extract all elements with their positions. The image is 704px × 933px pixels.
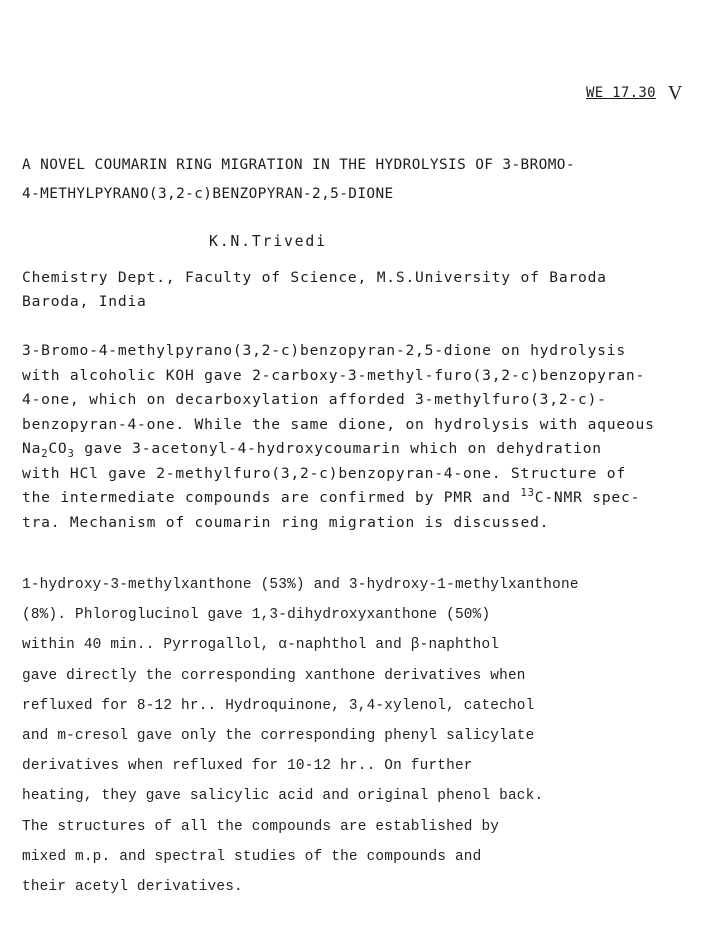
continuation-line: their acetyl derivatives.: [22, 879, 243, 896]
abstract-line: benzopyran-4-one. While the same dione, on hydrolysis with aqueous: [22, 415, 655, 433]
abstract-line: 4-one, which on decarboxylation afforded 3-methylfuro(3,2-c)-: [22, 391, 607, 408]
continuation-line: derivatives when refluxed for 10-12 hr.. On further: [22, 758, 473, 775]
abstract-line: tra. Mechanism of coumarin ring migration is discussed.: [22, 513, 550, 531]
continuation-line: 1-hydroxy-3-methylxanthone (53%) and 3-hydroxy-1-methylxanthone: [22, 577, 579, 593]
continuation-text: [22, 570, 662, 902]
formula-subscript: 2: [41, 447, 49, 460]
title-line: 4-METHYLPYRANO(3,2-c)BENZOPYRAN-2,5-DIONE: [22, 186, 394, 202]
formula-na: Na: [22, 440, 42, 457]
author-name: K.N.Trivedi: [209, 233, 327, 250]
continuation-line: gave directly the corresponding xanthone derivatives when: [22, 667, 526, 684]
abstract-line: [22, 437, 687, 462]
continuation-line: The structures of all the compounds are established by: [22, 818, 500, 835]
continuation-line: refluxed for 8-12 hr.. Hydroquinone, 3,4-xylenol, catechol: [22, 697, 535, 714]
session-number: WE 17.30: [586, 85, 656, 101]
affiliation-line: Baroda, India: [22, 293, 147, 310]
formula-subscript: 3: [67, 447, 75, 460]
continuation-line: and m-cresol gave only the corresponding phenyl salicylate: [22, 728, 535, 745]
formula-co: CO: [48, 440, 68, 457]
continuation-line: mixed m.p. and spectral studies of the compounds and: [22, 848, 482, 865]
title-line: A NOVEL COUMARIN RING MIGRATION IN THE HYDROLYSIS OF 3-BROMO-: [22, 157, 575, 173]
abstract-line: with alcoholic KOH gave 2-carboxy-3-methyl-furo(3,2-c)benzopyran-: [22, 366, 646, 384]
abstract-text: C-NMR spec-: [534, 489, 641, 506]
paper-title: [22, 151, 682, 209]
continuation-line: within 40 min.. Pyrrogallol, α-naphthol and β-naphthol: [22, 637, 500, 654]
session-code: [586, 80, 683, 103]
abstract-line: 3-Bromo-4-methylpyrano(3,2-c)benzopyran-2,5-dione on hydrolysis: [22, 342, 626, 359]
abstract-line: with HCl gave 2-methylfuro(3,2-c)benzopyran-4-one. Structure of: [22, 464, 626, 482]
handwritten-mark: V: [667, 82, 683, 104]
continuation-line: (8%). Phloroglucinol gave 1,3-dihydroxyxanthone (50%): [22, 607, 491, 624]
abstract-text: the intermediate compounds are confirmed by PMR and: [22, 489, 521, 506]
continuation-line: heating, they gave salicylic acid and original phenol back.: [22, 788, 544, 805]
affiliation-line: Chemistry Dept., Faculty of Science, M.S.University of Baroda: [22, 269, 607, 286]
affiliation: [22, 266, 682, 314]
isotope-superscript: 13: [520, 487, 535, 500]
abstract: [22, 339, 687, 535]
abstract-line: [22, 486, 687, 511]
abstract-text: gave 3-acetonyl-4-hydroxycoumarin which on dehydration: [74, 440, 602, 457]
